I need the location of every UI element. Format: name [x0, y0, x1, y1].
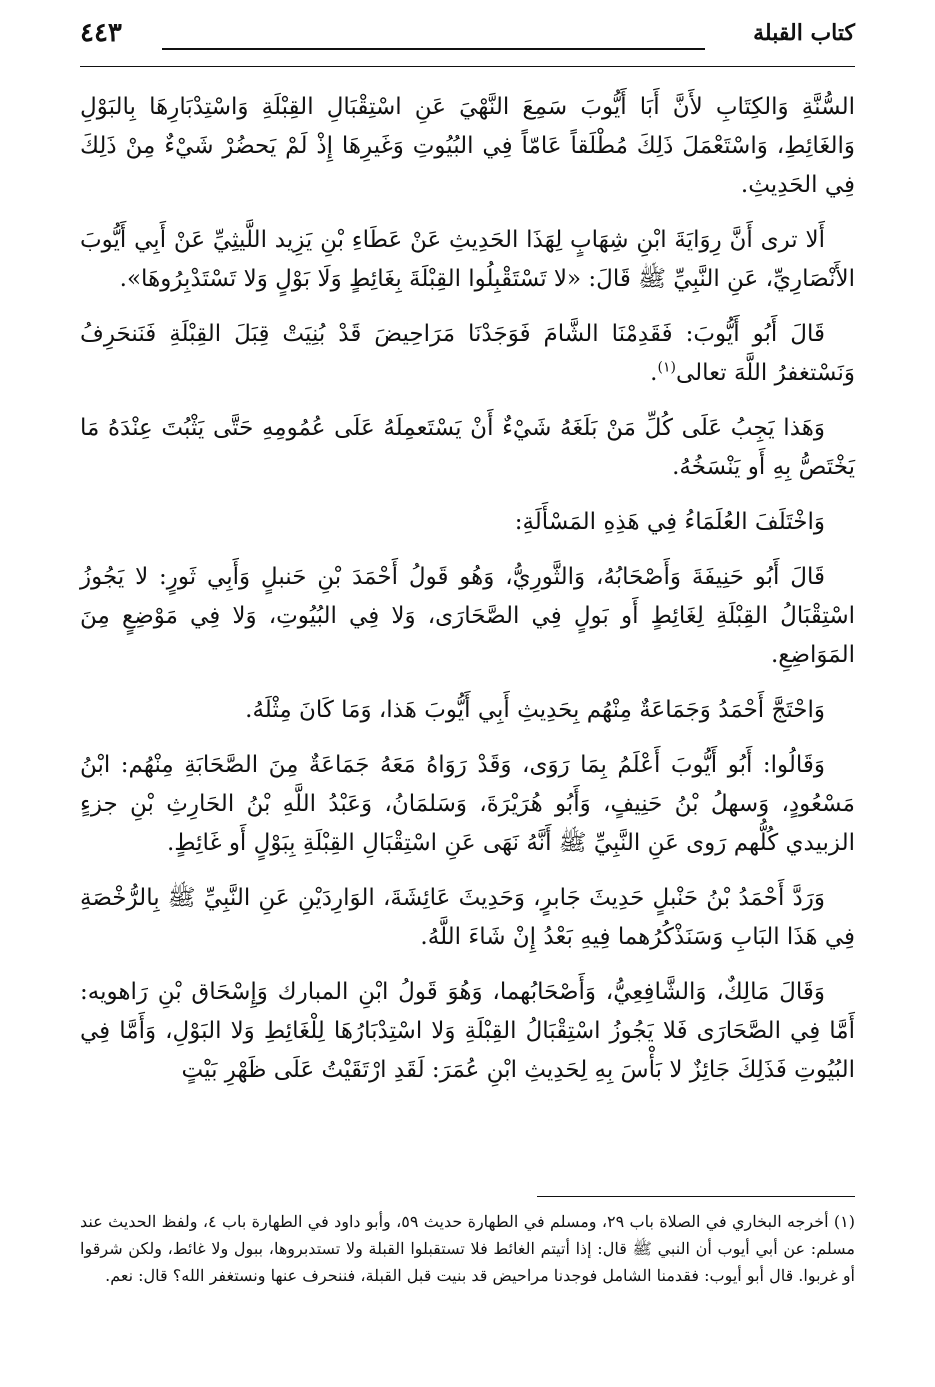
main-text: [80, 88, 855, 1106]
paragraph: [80, 315, 855, 393]
paragraph: قَالَ أَبُو حَنِيفَةَ وَأَصْحَابُهُ، وَالثَّورِيُّ، وَهُو قَولُ أَحْمَدَ بْنِ حَنبلٍ وَأَبِي ثَورٍ: لا يَجُوزُ اسْتِقْبَالُ القِبْلَةِ لِغَائِطٍ أَو بَولٍ فِي الصَّحَارَى، وَلا فِي البُيُوتِ، وَلا فِي مَوْضِعٍ مِنَ المَوَاضِعِ.: [80, 564, 855, 668]
paragraph: أَلا ترى أَنَّ رِوَايَةَ ابْنِ شِهَابٍ لِهَذَا الحَدِيثِ عَنْ عَطَاءِ بْنِ يَزِيد اللَّيثِيِّ عَنْ أَبِي أَيُّوبَ الأَنْصَارِيِّ، عَنِ النَّبِيِّ ﷺ قَالَ: «لا تَسْتَقْبِلُوا القِبْلَةَ بِغَائِطٍ وَلَا بَوْلٍ وَلا تَسْتَدْبِرُوهَا».: [80, 227, 855, 292]
paragraph: وَاخْتَلَفَ العُلَمَاءُ فِي هَذِهِ المَسْأَلَةِ:: [514, 509, 825, 535]
header-rule: [162, 48, 705, 50]
paragraph: وَرَدَّ أَحْمَدُ بْنُ حَنْبلٍ حَدِيثَ جَابرٍ، وَحَدِيثَ عَائِشَةَ، الوَارِدَيْنِ عَنِ النَّبِيِّ ﷺ بِالرُّخْصَةِ فِي هَذَا البَابِ وَسَنَذْكُرُهما فِيهِ بَعْدُ إِنْ شَاءَ اللَّهُ.: [80, 885, 855, 950]
paragraph: السُّنَّةِ وَالكِتَابِ لأَنَّ أَبَا أَيُّوبَ سَمِعَ النَّهْيَ عَنِ اسْتِقْبَالِ القِبْلَةِ وَاسْتِدْبَارِهَا بِالبَوْلِ وَالغَائِطِ، وَاسْتَعْمَلَ ذَلِكَ مُطْلَقاً عَامّاً فِي البُيُوتِ وَغَيرِهَا إِذْ لَمْ يَحضُرْ شَيْءٌ مِنْ ذَلِكَ فِي الحَدِيثِ.: [80, 94, 855, 198]
footnote-reference[interactable]: (١): [657, 359, 676, 376]
header-divider: [80, 66, 855, 67]
chapter-title: كتاب القبلة: [753, 20, 855, 46]
paragraph: وَقَالَ مَالِكٌ، وَالشَّافِعِيُّ، وَأَصْحَابُهما، وَهُوَ قَولُ ابْنِ المبارك وَإِسْحَاق بْنِ رَاهويه: أَمَّا فِي الصَّحَارَى فَلا يَجُوزُ اسْتِقْبَالُ القِبْلَةِ وَلا اسْتِدْبَارُهَا لِلْغَائِطِ وَلا البَوْلِ، وَأَمَّا فِي البُيُوتِ فَذَلِكَ جَائِزٌ لا بَأْسَ بِهِ لِحَدِيثِ ابْنِ عُمَرَ: لَقَدِ ارْتَقَيْتُ عَلَى ظَهْرِ بَيْتٍ: [80, 979, 855, 1083]
paragraph: وَاحْتَجَّ أَحْمَدُ وَجَمَاعَةٌ مِنْهُم بِحَدِيثِ أَبِي أَيُّوبَ هَذا، وَمَا كَانَ مِثْلَهُ.: [245, 697, 825, 723]
footnote-separator: [537, 1196, 855, 1197]
page-number: ٤٤٣: [80, 18, 122, 48]
paragraph: وَهَذا يَجِبُ عَلَى كُلِّ مَنْ بَلَغَهُ شَيْءٌ أَنْ يَسْتَعمِلَهُ عَلَى عُمُومِهِ حَتَّى يَثْبُتَ عِنْدَهُ مَا يَخْتَصُّ بِهِ أَو يَنْسَخُهُ.: [80, 415, 855, 480]
page-header: [80, 18, 855, 66]
footnotes: [80, 1208, 855, 1289]
paragraph-text: قَالَ أَبُو أَيُّوبَ: فَقَدِمْنَا الشَّامَ فَوَجَدْنَا مَرَاحِيضَ قَدْ بُنِيَتْ قِبَلَ القِبْلَةِ فَنَنحَرِفُ وَنَسْتغفرُ اللَّهَ تعالى: [80, 321, 855, 386]
paragraph: وَقَالُوا: أَبُو أَيُّوبَ أَعْلَمُ بِمَا رَوَى، وَقَدْ رَوَاهُ مَعَهُ جَمَاعَةٌ مِنَ الصَّحَابَةِ مِنْهُم: ابْنُ مَسْعُودٍ، وَسهلُ بْنُ حَنِيفٍ، وَأَبُو هُرَيْرَةَ، وَسَلمَانُ، وَعَبْدُ اللَّهِ بْنُ الحَارِثِ بْنِ جزءٍ الزبيدي كُلُّهم رَوى عَنِ النَّبِيِّ ﷺ أَنَّهُ نَهَى عَنِ اسْتِقْبَالِ القِبْلَةِ بِبَوْلٍ أَو غَائِطٍ.: [80, 752, 855, 856]
paragraph-end: .: [650, 360, 658, 386]
footnote: (١) أخرجه البخاري في الصلاة باب ٢٩، ومسلم في الطهارة حديث ٥٩، وأبو داود في الطهارة باب ٤، ولفظ الحديث عند مسلم: عن أبي أيوب أن النبي ﷺ قال: إذا أتيتم الغائط فلا تستقبلوا القبلة ولا تستدبروها، ببول ولا غائط، ولكن شرقوا أو غربوا. قال أبو أيوب: فقدمنا الشامل فوجدنا مراحيض قد بنيت قبل القبلة، فننحرف عنها ونستغفر الله؟ قال: نعم.: [80, 1212, 856, 1285]
